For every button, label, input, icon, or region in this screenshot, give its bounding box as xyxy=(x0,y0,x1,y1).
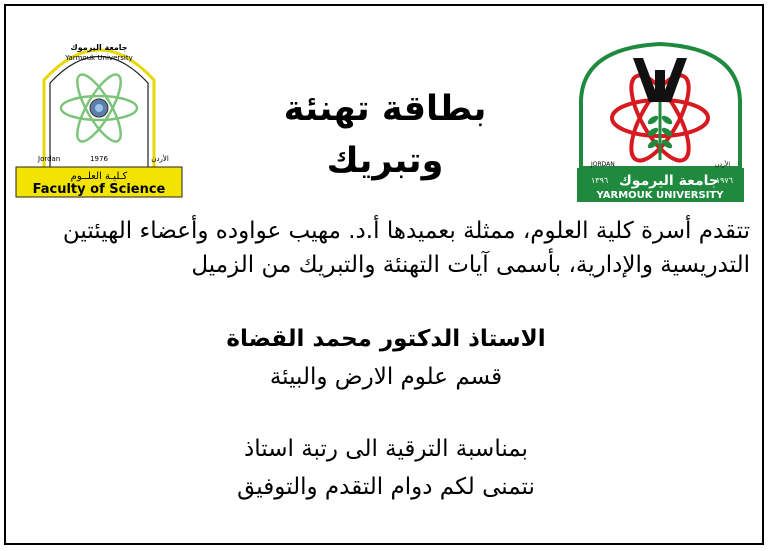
honoree-name: الاستاذ الدكتور محمد القضاة xyxy=(226,326,546,352)
logo-right-english-name: YARMOUK UNIVERSITY xyxy=(596,190,724,201)
logo-left-arabic-jordan: الأردن xyxy=(151,155,169,163)
logo-left-faculty-arabic: كـليـة العلــوم xyxy=(70,171,128,182)
logo-right-jordan-label: JORDAN xyxy=(591,161,615,168)
logo-left-english-name: Yarmouk University xyxy=(65,54,133,62)
card-title-line1: بطاقة تهنئة xyxy=(283,89,487,129)
logo-right-year-gregorian: ١٩٧٦ xyxy=(715,176,733,185)
logo-right-arabic-jordan: الأردن xyxy=(714,161,730,168)
intro-line2: التدريسية والإدارية، بأسمى آيات التهنئة والتبريك من الزميل xyxy=(191,252,750,278)
logo-left-arabic-name: جامعة اليرموك xyxy=(70,43,128,52)
wish-text: نتمنى لكم دوام التقدم والتوفيق xyxy=(237,474,535,500)
faculty-of-science-logo xyxy=(14,30,184,202)
logo-right-year-hijri: ١٣٩٦ xyxy=(591,176,609,185)
logo-left-year: 1976 xyxy=(90,155,108,163)
logo-left-jordan-label: Jordan xyxy=(38,155,61,163)
card-title-line2: وتبريك xyxy=(326,141,444,181)
logo-right-arabic-name: جامعة اليرموك xyxy=(618,173,720,189)
occasion-text: بمناسبة الترقية الى رتبة استاذ xyxy=(244,436,528,462)
logo-left-faculty-english: Faculty of Science xyxy=(32,182,166,197)
yarmouk-university-logo xyxy=(573,40,748,205)
intro-line1: تتقدم أسرة كلية العلوم، ممثلة بعميدها أ.د. مهيب عواوده وأعضاء الهيئتين xyxy=(62,218,750,244)
department-name: قسم علوم الارض والبيئة xyxy=(269,364,503,390)
